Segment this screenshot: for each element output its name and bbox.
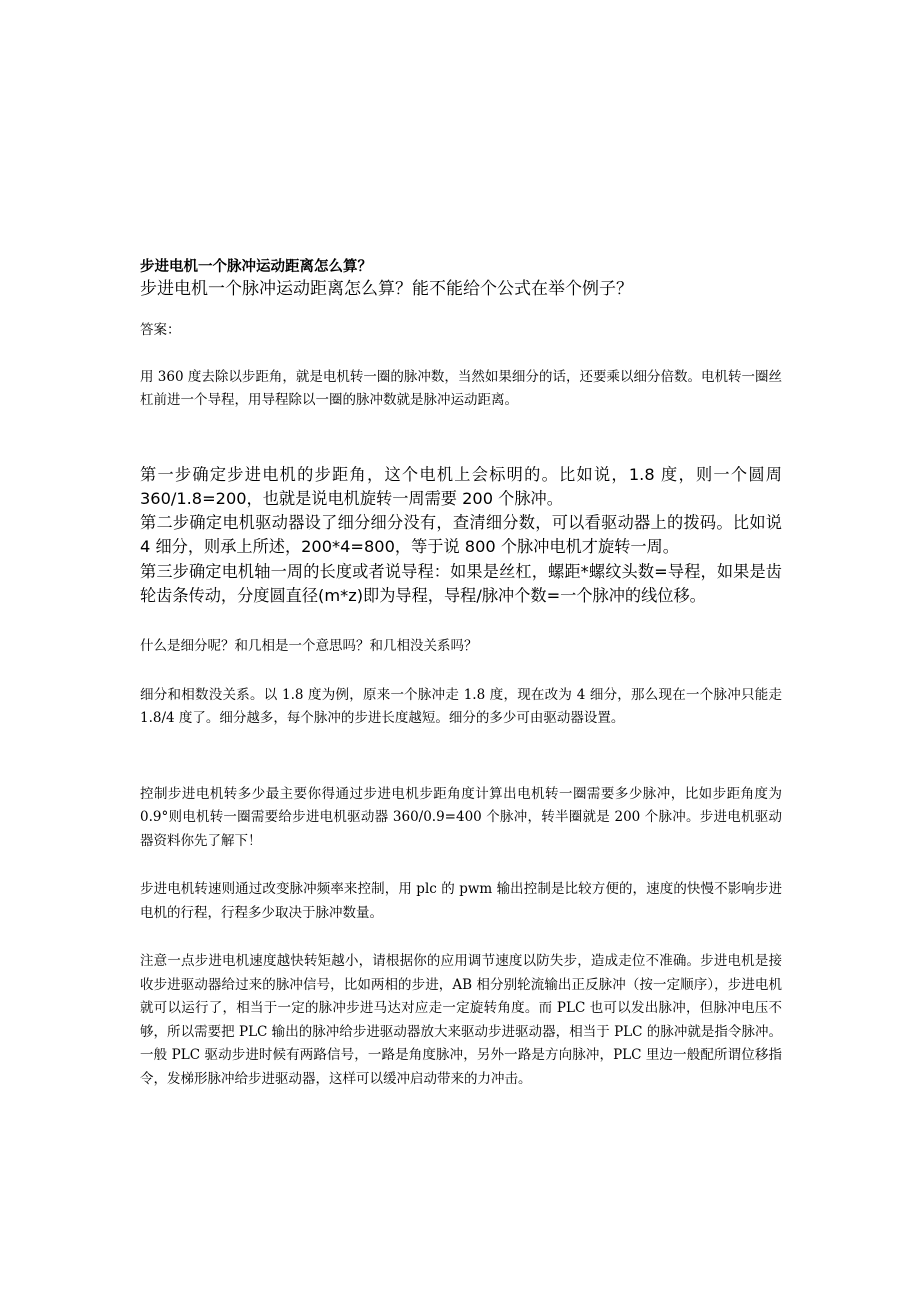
answer-label: 答案： xyxy=(140,322,181,338)
document-body xyxy=(140,257,782,1091)
step-3-paragraph: 第三步确定电机轴一周的长度或者说导程：如果是丝杠，螺距*螺纹头数=导程，如果是齿轮齿条传动，分度圆直径(m*z)即为导程，导程/脉冲个数=一个脉冲的线位移。 xyxy=(140,561,782,605)
step-2-paragraph: 第二步确定电机驱动器设了细分细分没有，查清细分数，可以看驱动器上的拨码。比如说 4 细分，则承上所述，200*4=800，等于说 800 个脉冲电机才旋转一周。 xyxy=(140,513,782,557)
control-paragraph: 控制步进电机转多少最主要你得通过步进电机步距角度计算出电机转一圈需要多少脉冲，比如步距角度为 0.9°则电机转一圈需要给步进电机驱动器 360/0.9=400 个脉冲，转半圈就是 200 个脉冲。步进电机驱动器资料你先了解下！ xyxy=(140,785,782,849)
question-text: 步进电机一个脉冲运动距离怎么算？能不能给个公式在举个例子？ xyxy=(140,279,633,299)
step-1-paragraph: 第一步确定步进电机的步距角，这个电机上会标明的。比如说，1.8 度，则一个圆周 360/1.8=200，也就是说电机旋转一周需要 200 个脉冲。 xyxy=(140,464,782,508)
document-title: 步进电机一个脉冲运动距离怎么算？ xyxy=(140,259,372,275)
answer-2: 细分和相数没关系。以 1.8 度为例，原来一个脉冲走 1.8 度，现在改为 4 细分，那么现在一个脉冲只能走 1.8/4 度了。细分越多，每个脉冲的步进长度越短。细分的多少可由驱动器设置。 xyxy=(140,686,782,727)
note-paragraph: 注意一点步进电机速度越快转矩越小，请根据你的应用调节速度以防失步，造成走位不准确。步进电机是接收步进驱动器给过来的脉冲信号，比如两相的步进，AB 相分别轮流输出正反脉冲（按一定顺序），步进电机就可以运行了，相当于一定的脉冲步进马达对应走一定旋转角度。而 PLC 也可以发出脉冲，但脉冲电压不够，所以需要把 PLC 输出的脉冲给步进驱动器放大来驱动步进驱动器，相当于 PLC 的脉冲就是指令脉冲。一般 PLC 驱动步进时候有两路信号，一路是角度脉冲，另外一路是方向脉冲，PLC 里边一般配所谓位移指令，发梯形脉冲给步进驱动器，这样可以缓冲启动带来的力冲击。 xyxy=(140,953,782,1087)
question-2: 什么是细分呢？和几相是一个意思吗？和几相没关系吗？ xyxy=(140,638,478,655)
answer-paragraph-1: 用 360 度去除以步距角，就是电机转一圈的脉冲数，当然如果细分的话，还要乘以细分倍数。电机转一圈丝杠前进一个导程，用导程除以一圈的脉冲数就是脉冲运动距离。 xyxy=(140,368,782,408)
speed-paragraph: 步进电机转速则通过改变脉冲频率来控制，用 plc 的 pwm 输出控制是比较方便的，速度的快慢不影响步进电机的行程，行程多少取决于脉冲数量。 xyxy=(140,881,782,921)
